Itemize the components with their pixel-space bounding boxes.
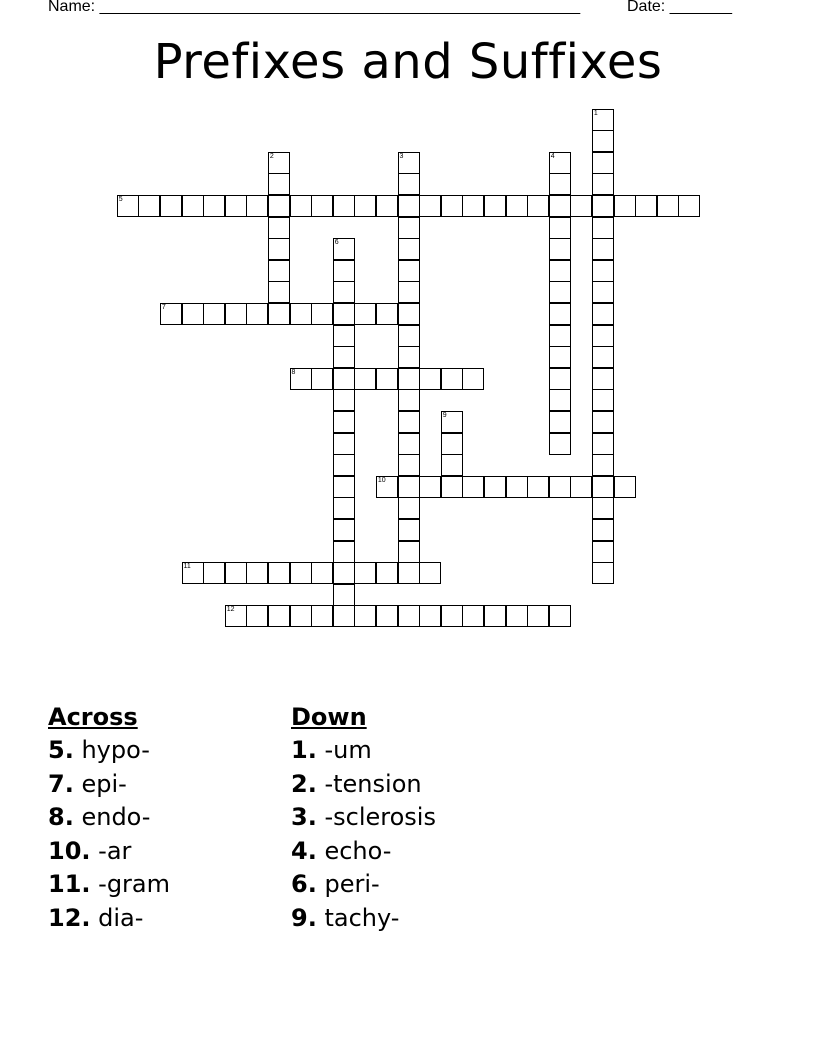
grid-cell[interactable] xyxy=(549,389,571,411)
grid-cell[interactable] xyxy=(203,562,225,584)
clue-number: 10. xyxy=(48,836,91,865)
grid-cell[interactable] xyxy=(203,195,225,217)
clue-number: 4. xyxy=(291,836,317,865)
grid-cell[interactable] xyxy=(290,195,312,217)
grid-cell[interactable] xyxy=(549,152,571,174)
grid-cell[interactable] xyxy=(333,260,355,282)
grid-cell[interactable] xyxy=(182,303,204,325)
grid-cell[interactable] xyxy=(290,562,312,584)
grid-cell[interactable] xyxy=(333,541,355,563)
grid-cell[interactable] xyxy=(549,411,571,433)
grid-cell[interactable] xyxy=(592,411,614,433)
grid-cell[interactable] xyxy=(203,303,225,325)
cell-number: 5 xyxy=(118,195,123,203)
grid-cell[interactable] xyxy=(311,605,333,627)
grid-cell[interactable] xyxy=(549,303,571,325)
page-title: Prefixes and Suffixes xyxy=(153,34,663,90)
grid-cell[interactable] xyxy=(311,303,333,325)
grid-cell[interactable] xyxy=(527,605,549,627)
grid-cell[interactable] xyxy=(549,238,571,260)
name-field[interactable]: Name: ______________________________________________________ xyxy=(48,0,581,15)
grid-cell[interactable] xyxy=(398,411,420,433)
grid-cell[interactable] xyxy=(333,454,355,476)
grid-cell[interactable] xyxy=(419,368,441,390)
grid-cell[interactable] xyxy=(333,325,355,347)
grid-cell[interactable] xyxy=(419,195,441,217)
grid-cell[interactable] xyxy=(441,433,463,455)
grid-cell[interactable] xyxy=(441,605,463,627)
grid-cell[interactable] xyxy=(657,195,679,217)
across-clue xyxy=(48,868,170,902)
grid-cell[interactable] xyxy=(484,605,506,627)
grid-cell[interactable] xyxy=(398,454,420,476)
cell-number: 12 xyxy=(226,606,235,614)
grid-cell[interactable] xyxy=(592,217,614,239)
grid-cell[interactable] xyxy=(311,368,333,390)
clue-number: 3. xyxy=(291,803,317,832)
grid-cell[interactable] xyxy=(419,562,441,584)
grid-cell[interactable] xyxy=(268,260,290,282)
grid-cell[interactable] xyxy=(592,195,614,217)
grid-cell[interactable] xyxy=(354,605,376,627)
grid-cell[interactable] xyxy=(398,217,420,239)
grid-cell[interactable] xyxy=(549,281,571,303)
clue-text: -sclerosis xyxy=(324,803,436,832)
cell-number: 9 xyxy=(442,411,447,419)
clue-number: 2. xyxy=(291,769,317,798)
grid-cell[interactable] xyxy=(398,605,420,627)
grid-cell[interactable] xyxy=(506,605,528,627)
grid-cell[interactable] xyxy=(182,195,204,217)
grid-cell[interactable] xyxy=(268,562,290,584)
grid-cell[interactable] xyxy=(549,346,571,368)
grid-cell[interactable] xyxy=(614,195,636,217)
down-clue xyxy=(291,734,436,768)
clue-number: 11. xyxy=(48,870,91,899)
grid-cell[interactable] xyxy=(333,346,355,368)
grid-cell[interactable] xyxy=(268,281,290,303)
clue-text: endo- xyxy=(81,803,151,832)
clue-number: 7. xyxy=(48,769,74,798)
grid-cell[interactable] xyxy=(333,389,355,411)
cell-number: 7 xyxy=(161,303,166,311)
down-clue xyxy=(291,801,436,835)
grid-cell[interactable] xyxy=(635,195,657,217)
cell-number: 1 xyxy=(593,109,598,117)
grid-cell[interactable] xyxy=(290,368,312,390)
down-heading: Down xyxy=(291,703,367,731)
grid-cell[interactable] xyxy=(592,173,614,195)
grid-cell[interactable] xyxy=(398,281,420,303)
grid-cell[interactable] xyxy=(441,454,463,476)
grid-cell[interactable] xyxy=(333,562,355,584)
grid-cell[interactable] xyxy=(462,368,484,390)
grid-cell[interactable] xyxy=(549,325,571,347)
grid-cell[interactable] xyxy=(592,389,614,411)
clue-text: dia- xyxy=(98,903,144,932)
clue-text: hypo- xyxy=(81,736,150,764)
grid-cell[interactable] xyxy=(549,217,571,239)
grid-cell[interactable] xyxy=(268,605,290,627)
cell-number: 2 xyxy=(269,152,274,160)
cell-number: 10 xyxy=(377,476,386,484)
clue-text: peri- xyxy=(324,870,380,899)
clue-number: 5. xyxy=(48,736,74,764)
grid-cell[interactable] xyxy=(268,152,290,174)
grid-cell[interactable] xyxy=(549,433,571,455)
grid-cell[interactable] xyxy=(441,368,463,390)
grid-cell[interactable] xyxy=(678,195,700,217)
grid-cell[interactable] xyxy=(376,476,398,498)
grid-cell[interactable] xyxy=(398,541,420,563)
grid-cell[interactable] xyxy=(506,476,528,498)
clue-number: 12. xyxy=(48,903,91,932)
grid-cell[interactable] xyxy=(549,195,571,217)
grid-cell[interactable] xyxy=(592,303,614,325)
grid-cell[interactable] xyxy=(506,195,528,217)
grid-cell[interactable] xyxy=(592,281,614,303)
across-clue xyxy=(48,801,170,835)
grid-cell[interactable] xyxy=(376,368,398,390)
grid-cell[interactable] xyxy=(354,562,376,584)
grid-cell[interactable] xyxy=(354,195,376,217)
grid-cell[interactable] xyxy=(376,195,398,217)
down-clue xyxy=(291,768,436,802)
grid-cell[interactable] xyxy=(160,195,182,217)
grid-cell[interactable] xyxy=(592,476,614,498)
clue-text: epi- xyxy=(81,769,127,798)
clue-text: -um xyxy=(324,736,372,764)
grid-cell[interactable] xyxy=(398,433,420,455)
grid-cell[interactable] xyxy=(462,195,484,217)
grid-cell[interactable] xyxy=(354,368,376,390)
grid-cell[interactable] xyxy=(570,195,592,217)
grid-cell[interactable] xyxy=(333,476,355,498)
clue-text: -ar xyxy=(98,836,132,865)
grid-cell[interactable] xyxy=(398,389,420,411)
grid-cell[interactable] xyxy=(311,562,333,584)
clue-text: -tension xyxy=(324,769,422,798)
grid-cell[interactable] xyxy=(398,346,420,368)
grid-cell[interactable] xyxy=(398,497,420,519)
cell-number: 6 xyxy=(334,239,339,247)
grid-cell[interactable] xyxy=(333,605,355,627)
grid-cell[interactable] xyxy=(398,238,420,260)
grid-cell[interactable] xyxy=(398,325,420,347)
clue-number: 6. xyxy=(291,870,317,899)
grid-cell[interactable] xyxy=(592,152,614,174)
grid-cell[interactable] xyxy=(398,152,420,174)
grid-cell[interactable] xyxy=(398,519,420,541)
grid-cell[interactable] xyxy=(376,605,398,627)
grid-cell[interactable] xyxy=(592,519,614,541)
clue-number: 1. xyxy=(291,736,317,764)
grid-cell[interactable] xyxy=(225,562,247,584)
across-clue xyxy=(48,768,170,802)
grid-cell[interactable] xyxy=(549,173,571,195)
grid-cell[interactable] xyxy=(225,195,247,217)
grid-cell[interactable] xyxy=(592,346,614,368)
grid-cell[interactable] xyxy=(592,238,614,260)
grid-cell[interactable] xyxy=(592,541,614,563)
grid-cell[interactable] xyxy=(246,562,268,584)
clue-text: tachy- xyxy=(324,903,400,932)
cell-number: 3 xyxy=(399,152,404,160)
clue-number: 8. xyxy=(48,803,74,832)
grid-cell[interactable] xyxy=(419,476,441,498)
grid-cell[interactable] xyxy=(333,411,355,433)
grid-cell[interactable] xyxy=(290,303,312,325)
cell-number: 11 xyxy=(183,563,191,571)
grid-cell[interactable] xyxy=(419,605,441,627)
across-heading: Across xyxy=(48,703,138,731)
down-clue xyxy=(291,835,436,869)
grid-cell[interactable] xyxy=(333,497,355,519)
grid-cell[interactable] xyxy=(484,195,506,217)
across-clue xyxy=(48,835,170,869)
grid-cell[interactable] xyxy=(117,195,139,217)
grid-cell[interactable] xyxy=(398,195,420,217)
across-clues xyxy=(48,700,170,936)
grid-cell[interactable] xyxy=(592,325,614,347)
grid-cell[interactable] xyxy=(570,476,592,498)
grid-cell[interactable] xyxy=(246,605,268,627)
grid-cell[interactable] xyxy=(441,195,463,217)
grid-cell[interactable] xyxy=(484,476,506,498)
grid-cell[interactable] xyxy=(462,605,484,627)
grid-cell[interactable] xyxy=(527,195,549,217)
grid-cell[interactable] xyxy=(225,303,247,325)
grid-cell[interactable] xyxy=(225,605,247,627)
grid-cell[interactable] xyxy=(549,476,571,498)
across-clue xyxy=(48,902,170,936)
grid-cell[interactable] xyxy=(549,368,571,390)
grid-cell[interactable] xyxy=(376,303,398,325)
clue-number: 9. xyxy=(291,903,317,932)
grid-cell[interactable] xyxy=(354,303,376,325)
grid-cell[interactable] xyxy=(592,562,614,584)
grid-cell[interactable] xyxy=(290,605,312,627)
grid-cell[interactable] xyxy=(592,130,614,152)
grid-cell[interactable] xyxy=(268,217,290,239)
grid-cell[interactable] xyxy=(441,476,463,498)
grid-cell[interactable] xyxy=(333,584,355,606)
grid-cell[interactable] xyxy=(398,368,420,390)
grid-cell[interactable] xyxy=(592,368,614,390)
grid-cell[interactable] xyxy=(160,303,182,325)
grid-cell[interactable] xyxy=(527,476,549,498)
grid-cell[interactable] xyxy=(592,260,614,282)
grid-cell[interactable] xyxy=(398,303,420,325)
grid-cell[interactable] xyxy=(592,497,614,519)
grid-cell[interactable] xyxy=(333,368,355,390)
grid-cell[interactable] xyxy=(182,562,204,584)
grid-cell[interactable] xyxy=(268,173,290,195)
grid-cell[interactable] xyxy=(441,411,463,433)
grid-cell[interactable] xyxy=(333,303,355,325)
grid-cell[interactable] xyxy=(333,195,355,217)
grid-cell[interactable] xyxy=(398,562,420,584)
grid-cell[interactable] xyxy=(138,195,160,217)
down-clue xyxy=(291,902,436,936)
grid-cell[interactable] xyxy=(549,605,571,627)
cell-number: 8 xyxy=(291,368,296,376)
clue-text: echo- xyxy=(324,836,392,865)
grid-cell[interactable] xyxy=(398,173,420,195)
grid-cell[interactable] xyxy=(398,476,420,498)
grid-cell[interactable] xyxy=(592,433,614,455)
grid-cell[interactable] xyxy=(311,195,333,217)
cell-number: 4 xyxy=(550,152,555,160)
down-clues xyxy=(291,700,436,936)
clue-text: -gram xyxy=(98,870,171,899)
grid-cell[interactable] xyxy=(268,195,290,217)
across-clue xyxy=(48,734,170,768)
grid-cell[interactable] xyxy=(268,303,290,325)
grid-cell[interactable] xyxy=(333,238,355,260)
grid-cell[interactable] xyxy=(268,238,290,260)
grid-cell[interactable] xyxy=(246,195,268,217)
grid-cell[interactable] xyxy=(246,303,268,325)
grid-cell[interactable] xyxy=(333,281,355,303)
grid-cell[interactable] xyxy=(614,476,636,498)
grid-cell[interactable] xyxy=(398,260,420,282)
grid-cell[interactable] xyxy=(376,562,398,584)
grid-cell[interactable] xyxy=(333,433,355,455)
grid-cell[interactable] xyxy=(592,454,614,476)
grid-cell[interactable] xyxy=(592,109,614,131)
grid-cell[interactable] xyxy=(333,519,355,541)
grid-cell[interactable] xyxy=(462,476,484,498)
grid-cell[interactable] xyxy=(549,260,571,282)
down-clue xyxy=(291,868,436,902)
date-field[interactable]: Date: _______ xyxy=(627,0,732,15)
